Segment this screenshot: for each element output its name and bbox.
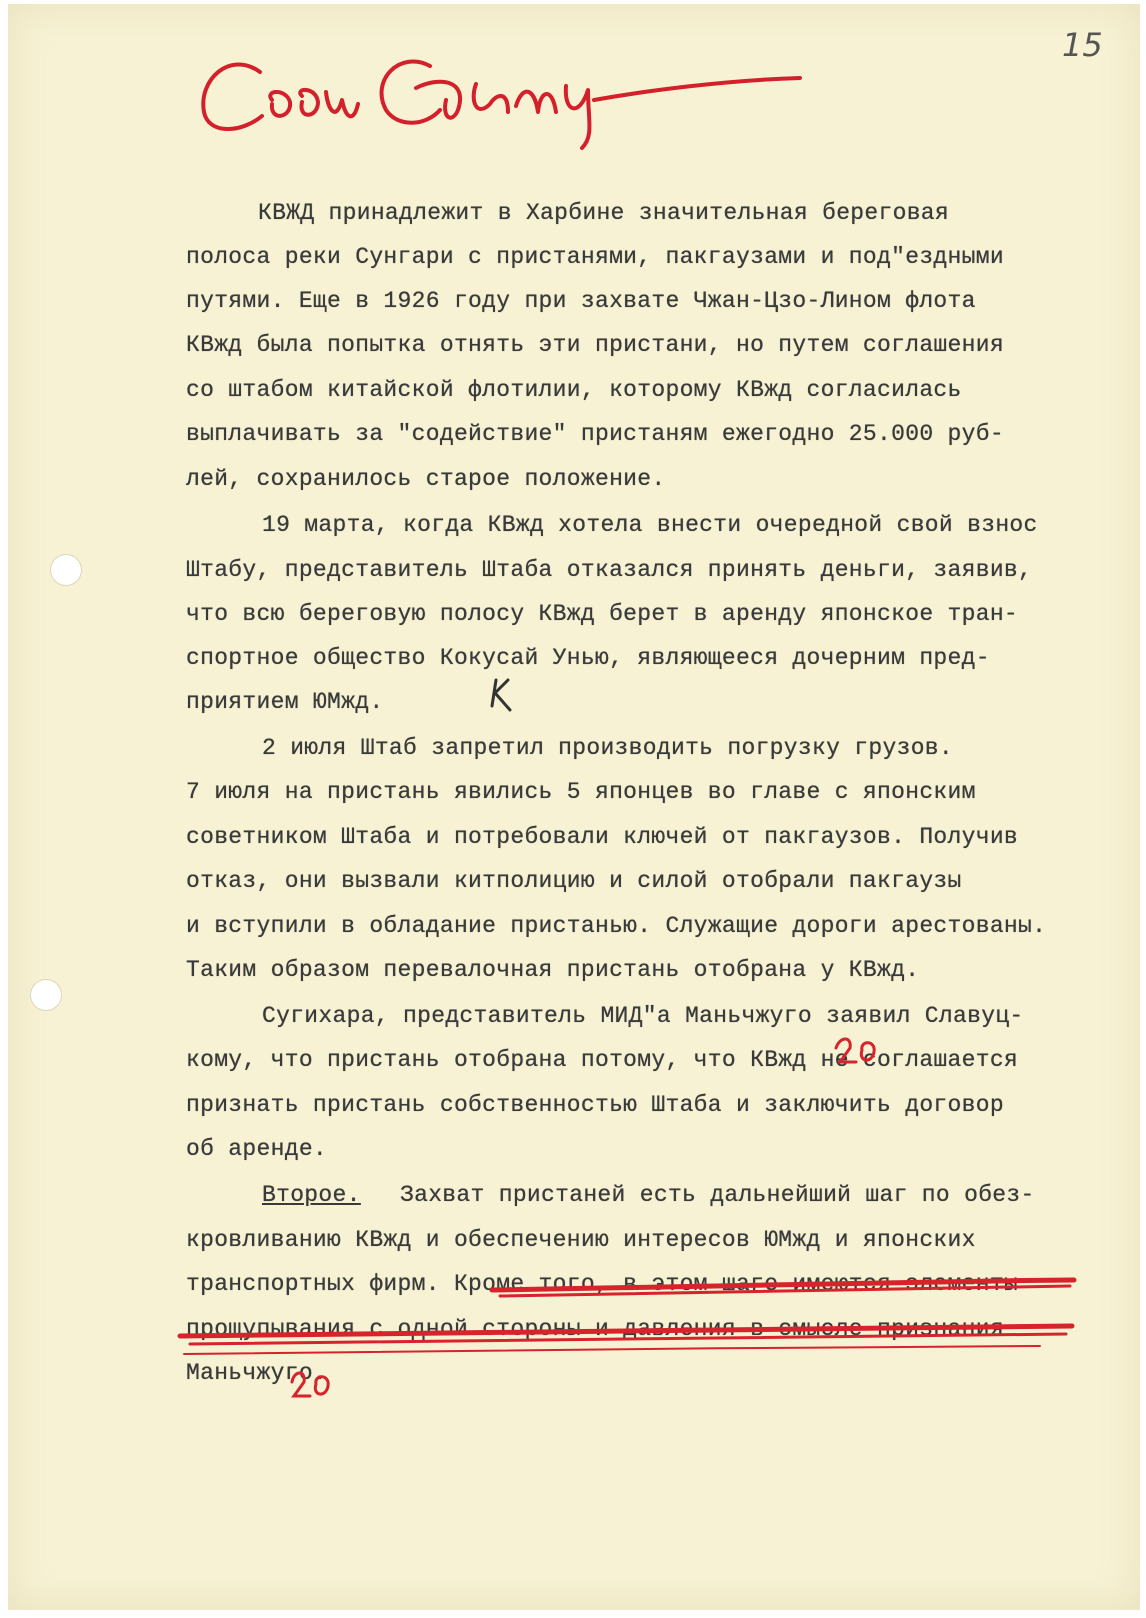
- paragraph-3-line-2: 7 июля на пристань явились 5 японцев во главе с японским: [186, 779, 976, 805]
- paragraph-3-line-4: отказ, они вызвали китполицию и силой отобрали пакгаузы: [186, 868, 962, 894]
- paragraph-1-line-5: со штабом китайской флотилии, которому КВжд согласилась: [186, 377, 962, 403]
- paragraph-1-line-4: КВжд была попытка отнять эти пристани, но путем соглашения: [186, 332, 1004, 358]
- paragraph-1-line-6: выплачивать за "содействие" пристаням ежегодно 25.000 руб-: [186, 421, 1004, 447]
- paragraph-4-line-4: об аренде.: [186, 1136, 328, 1162]
- paragraph-1-line-7: лей, сохранилось старое положение.: [186, 466, 666, 492]
- paragraph-2-line-1: 19 марта, когда КВжд хотела внести очередной свой взнос: [262, 512, 1038, 538]
- paragraph-2-line-5: приятием ЮМжд.: [186, 689, 384, 715]
- paragraph-2-line-4: спортное общество Кокусай Унью, являющееся дочерним пред-: [186, 645, 990, 671]
- section-heading-second: Второе.: [262, 1182, 361, 1208]
- paragraph-3-line-3: советником Штаба и потребовали ключей от пакгаузов. Получив: [186, 824, 1019, 850]
- paragraph-1-line-1: КВЖД принадлежит в Харбине значительная береговая: [258, 200, 950, 226]
- paragraph-4-line-1: Сугихара, представитель МИД"а Маньчжуго заявил Славуц-: [262, 1003, 1024, 1029]
- paragraph-3-line-1: 2 июля Штаб запретил производить погрузку грузов.: [262, 735, 954, 761]
- paragraph-4-line-2: кому, что пристань отобрана потому, что КВжд не соглашается: [186, 1047, 1019, 1073]
- paragraph-1-line-3: путями. Еще в 1926 году при захвате Чжан-Цзо-Лином флота: [186, 288, 976, 314]
- paragraph-1-line-2: полоса реки Сунгари с пристанями, пакгаузами и под"ездными: [186, 244, 1004, 270]
- paragraph-4-line-3: признать пристань собственностью Штаба и заключить договор: [186, 1092, 1004, 1118]
- paragraph-5-line-1: Захват пристаней есть дальнейший шаг по обез-: [400, 1182, 1035, 1208]
- paragraph-5-line-5: Маньчжуго.: [186, 1360, 328, 1386]
- paragraph-5-line-4: прощупывания с одной стороны и давления в смысле признания: [186, 1316, 1004, 1342]
- paragraph-2-line-2: Штабу, представитель Штаба отказался принять деньги, заявив,: [186, 557, 1033, 583]
- paragraph-5-line-2: кровливанию КВжд и обеспечению интересов ЮМжд и японских: [186, 1227, 976, 1253]
- paragraph-3-line-6: Таким образом перевалочная пристань отобрана у КВжд.: [186, 957, 920, 983]
- paragraph-2-line-3: что всю береговую полосу КВжд берет в аренду японское тран-: [186, 601, 1019, 627]
- paragraph-3-line-5: и вступили в обладание пристанью. Служащие дороги арестованы.: [186, 913, 1047, 939]
- page-number: 15: [1062, 26, 1103, 64]
- paragraph-5-line-3: транспортных фирм. Кроме того, в этом шаге имеются элементы: [186, 1271, 1019, 1297]
